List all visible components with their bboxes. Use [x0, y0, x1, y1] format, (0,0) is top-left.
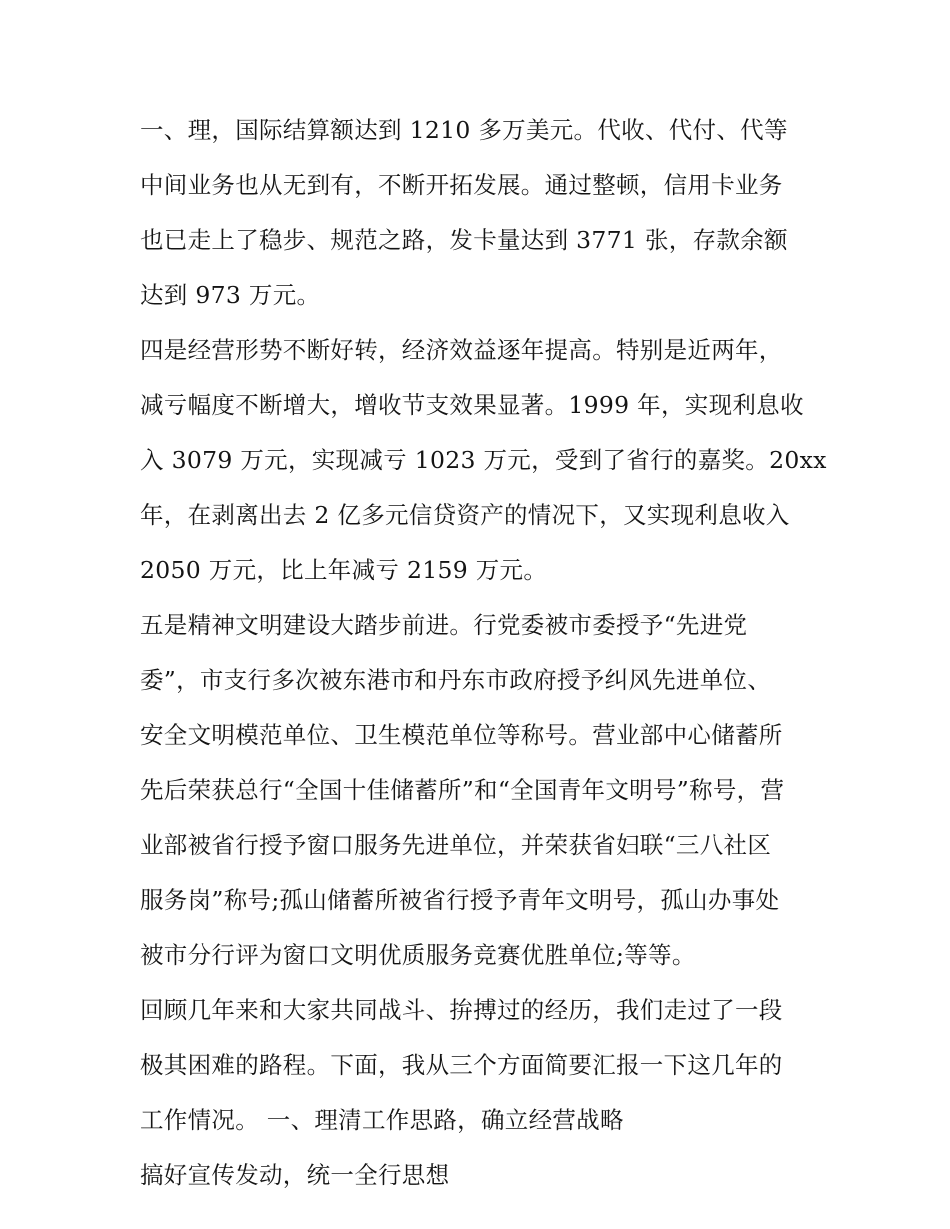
text-line: 搞好宣传发动，统一全行思想	[140, 1161, 450, 1189]
text-line: 回顾几年来和大家共同战斗、拚搏过的经历，我们走过了一段	[140, 996, 783, 1024]
text-line: 一、理，国际结算额达到 1210 多万美元。代收、代付、代等	[140, 116, 788, 144]
text-line: 中间业务也从无到有，不断开拓发展。通过整顿，信用卡业务	[140, 171, 783, 199]
text-line: 工作情况。 一、理清工作思路，确立经营战略	[140, 1106, 624, 1134]
text-line: 极其困难的路程。下面，我从三个方面简要汇报一下这几年的	[140, 1051, 783, 1079]
text-line: 业部被省行授予窗口服务先进单位，并荣获省妇联“三八社区	[140, 831, 772, 859]
text-line: 四是经营形势不断好转，经济效益逐年提高。特别是近两年，	[140, 336, 783, 364]
document-body	[140, 103, 830, 1203]
text-line: 达到 973 万元。	[140, 281, 321, 309]
text-line: 被市分行评为窗口文明优质服务竞赛优胜单位;等等。	[140, 941, 696, 969]
text-line: 2050 万元，比上年减亏 2159 万元。	[140, 556, 548, 584]
text-line: 服务岗”称号;孤山储蓄所被省行授予青年文明号，孤山办事处	[140, 886, 780, 914]
text-line: 年，在剥离出去 2 亿多元信贷资产的情况下，又实现利息收入	[140, 501, 790, 529]
text-line: 委”，市支行多次被东港市和丹东市政府授予纠风先进单位、	[140, 666, 772, 694]
text-line: 五是精神文明建设大踏步前进。行党委被市委授予“先进党	[140, 611, 748, 639]
text-line: 先后荣获总行“全国十佳储蓄所”和“全国青年文明号”称号，营	[140, 776, 785, 804]
text-line: 减亏幅度不断增大，增收节支效果显著。1999 年，实现利息收	[140, 391, 804, 419]
text-line: 也已走上了稳步、规范之路，发卡量达到 3771 张，存款余额	[140, 226, 788, 254]
text-line: 入 3079 万元，实现减亏 1023 万元，受到了省行的嘉奖。20xx	[140, 446, 827, 474]
text-line: 安全文明模范单位、卫生模范单位等称号。营业部中心储蓄所	[140, 721, 783, 749]
